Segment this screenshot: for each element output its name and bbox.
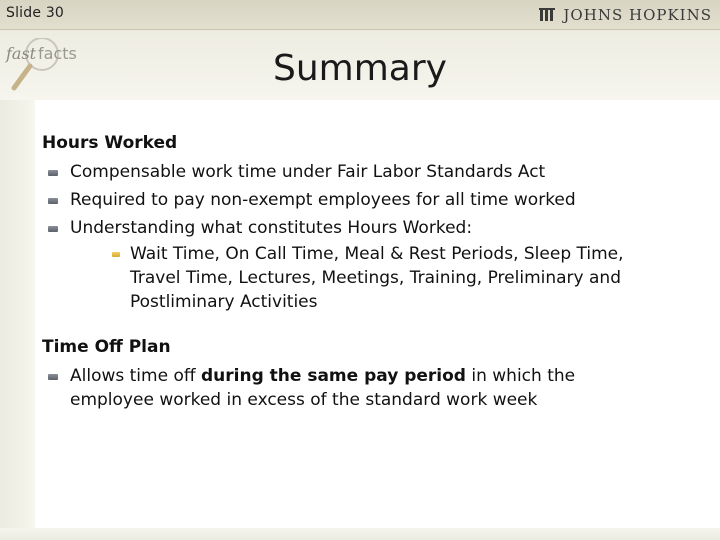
section-heading-time-off-plan: Time Off Plan xyxy=(42,337,171,357)
fast-facts-logo-part1: fast xyxy=(6,44,37,63)
sub-bullet-text: Wait Time, On Call Time, Meal & Rest Periods, Sleep Time, Travel Time, Lectures, Meetings, Training, Preliminary and Postliminary Activities xyxy=(130,244,624,312)
slide-body xyxy=(42,130,702,412)
bullet-marker-icon xyxy=(48,170,58,176)
bullet-text-before: Allows time off xyxy=(70,366,201,386)
bullet-item xyxy=(42,188,702,212)
sub-bullet-marker-icon xyxy=(112,252,120,257)
bullet-item xyxy=(42,216,702,314)
bullet-marker-icon xyxy=(48,226,58,232)
slide-title: Summary xyxy=(273,48,447,89)
bullet-item xyxy=(42,364,630,412)
sub-bullet-item xyxy=(70,242,670,314)
left-margin-strip xyxy=(0,100,35,540)
sub-bullet-list xyxy=(70,242,702,314)
bullet-text: Understanding what constitutes Hours Worked: xyxy=(70,218,473,238)
johns-hopkins-shield-icon xyxy=(539,7,557,23)
bullet-text-after: in which the employee worked in excess of the standard work week xyxy=(70,366,576,410)
time-off-plan-bullets xyxy=(42,364,702,412)
section-heading-hours-worked: Hours Worked xyxy=(42,133,178,153)
bullet-marker-icon xyxy=(48,198,58,204)
fast-facts-logo xyxy=(6,38,90,94)
bullet-text: Compensable work time under Fair Labor Standards Act xyxy=(70,162,546,182)
johns-hopkins-wordmark: JOHNS HOPKINS xyxy=(563,6,712,24)
bullet-marker-icon xyxy=(48,374,58,380)
hours-worked-bullets xyxy=(42,160,702,314)
fast-facts-logo-part2: facts xyxy=(38,44,77,63)
footer-strip xyxy=(0,528,720,540)
johns-hopkins-logo xyxy=(539,5,712,25)
slide-number: Slide 30 xyxy=(6,5,65,21)
bullet-text-bold: during the same pay period xyxy=(200,366,466,386)
bullet-item xyxy=(42,160,702,184)
bullet-text: Required to pay non-exempt employees for all time worked xyxy=(70,190,576,210)
